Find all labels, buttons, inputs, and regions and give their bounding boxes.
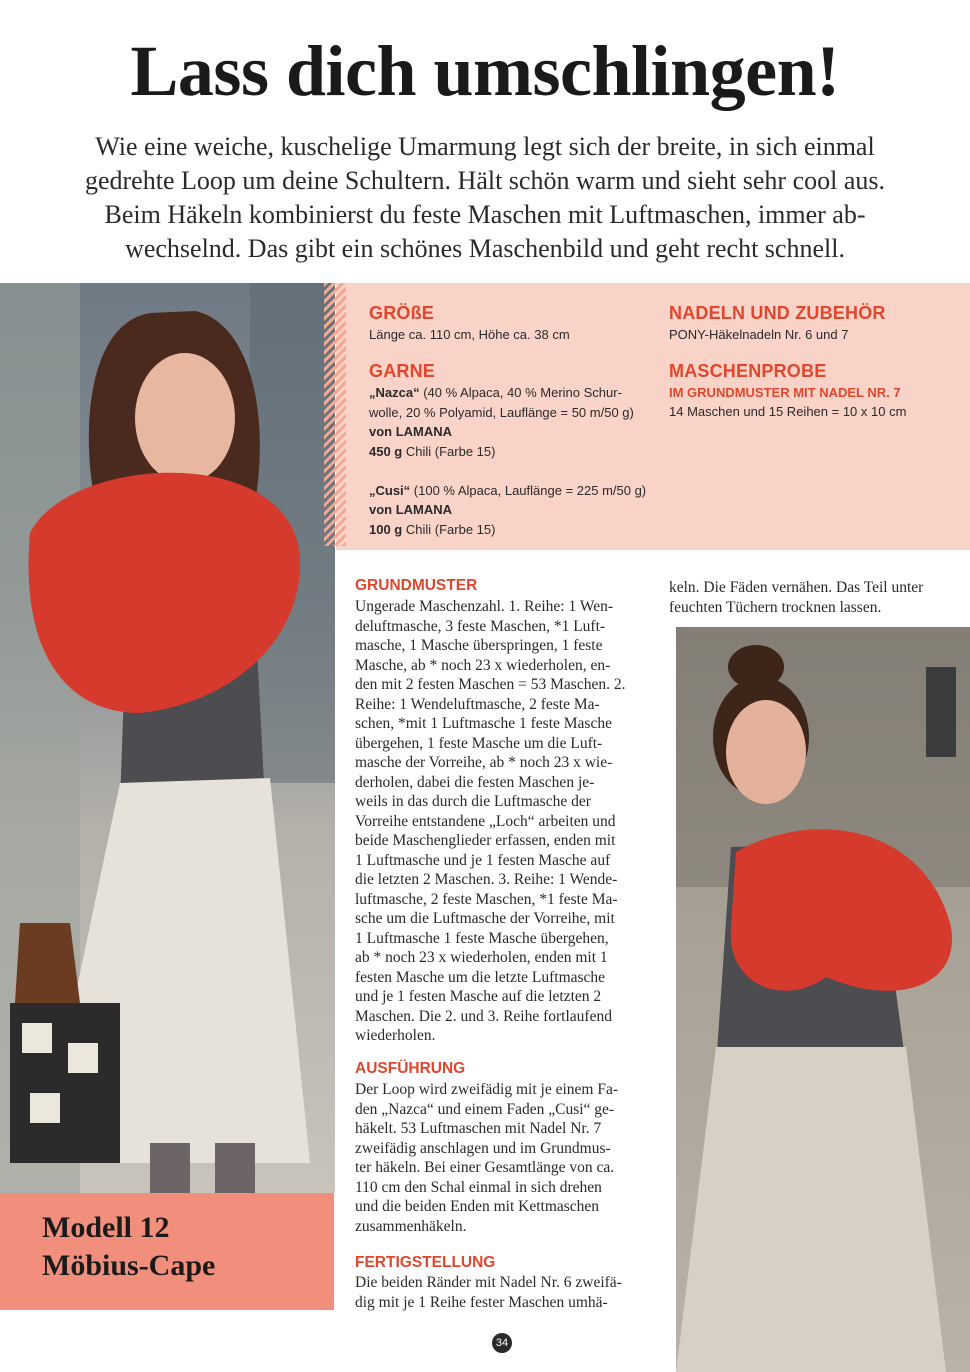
intro-text [40, 130, 930, 266]
text-line: luftmasche, 2 feste Maschen, *1 feste Ma- [355, 890, 618, 908]
text-line: keln. Die Fäden vernähen. Das Teil unter [669, 579, 924, 596]
text-line: derholen, dabei die festen Maschen je- [355, 773, 595, 791]
heading-grundmuster: GRUNDMUSTER [355, 577, 478, 594]
text-line: zusammenhäkeln. [355, 1217, 467, 1235]
model-photo-right [676, 627, 970, 1372]
yarn2-amount: 100 g [369, 521, 403, 537]
photo-illustration-left [0, 283, 335, 1193]
yarn2-composition: (100 % Alpaca, Lauflänge = 225 m/50 g) [410, 482, 647, 498]
model-label-box [0, 1193, 334, 1310]
ausfuehrung-text [355, 1080, 651, 1236]
intro-line: Beim Häkeln kombinierst du feste Maschen mit Luftmaschen, immer ab- [104, 200, 866, 229]
text-line: 110 cm den Schal einmal in sich drehen [355, 1178, 602, 1196]
yarn1-composition: (40 % Alpaca, 40 % Merino Schur- [419, 385, 622, 400]
fertigstellung-text [355, 1273, 651, 1312]
heading-nadeln: NADELN UND ZUBEHÖR [669, 303, 886, 323]
continuation-text [669, 578, 965, 617]
model-name: Möbius-Cape [42, 1249, 216, 1282]
text-line: festen Masche um die letzte Luftmasche [355, 968, 606, 986]
text-line: die letzten 2 Maschen. 3. Reihe: 1 Wende- [355, 871, 618, 888]
text-line: Der Loop wird zweifädig mit je einem Fa- [355, 1081, 618, 1098]
text-line: Ungerade Maschenzahl. 1. Reihe: 1 Wen- [355, 598, 613, 615]
text-line: übergehen, 1 feste Masche um die Luft- [355, 734, 603, 752]
text-line: schen, *mit 1 Luftmasche 1 feste Masche [355, 715, 612, 732]
text-line: den mit 2 festen Maschen = 53 Maschen. 2. [355, 676, 626, 693]
maschenprobe-subheading: IM GRUNDMUSTER MIT NADEL NR. 7 [669, 385, 901, 400]
heading-groesse: GRÖßE [369, 303, 435, 323]
garne-text [369, 383, 669, 539]
intro-line: Wie eine weiche, kuschelige Umarmung legt sich der breite, in sich einmal [95, 132, 875, 161]
text-line: Vorreihe entstandene „Loch“ arbeiten und [355, 812, 616, 830]
text-line: 1 Luftmasche und je 1 festen Masche auf [355, 851, 611, 869]
text-line: Reihe: 1 Wendeluftmasche, 2 feste Ma- [355, 695, 600, 713]
yarn1-composition-cont: wolle, 20 % Polyamid, Lauflänge = 50 m/50 g) [369, 404, 634, 420]
text-line: häkelt. 53 Luftmaschen mit Nadel Nr. 7 [355, 1120, 602, 1137]
text-line: masche, 1 Masche überspringen, 1 feste [355, 637, 603, 654]
yarn1-amount: 450 g [369, 443, 403, 459]
yarn2-name: „Cusi“ [369, 482, 411, 498]
text-line: Masche, ab * noch 23 x wiederholen, en- [355, 656, 611, 674]
zigzag-border-decoration [324, 283, 346, 546]
heading-maschenprobe: MASCHENPROBE [669, 361, 827, 381]
groesse-text: Länge ca. 110 cm, Höhe ca. 38 cm [369, 327, 570, 342]
heading-fertigstellung: FERTIGSTELLUNG [355, 1254, 496, 1271]
text-line: wiederholen. [355, 1027, 436, 1044]
intro-line: gedrehte Loop um deine Schultern. Hält schön warm und sieht sehr cool aus. [84, 166, 886, 195]
model-number: Modell 12 [42, 1211, 170, 1244]
page-number: 34 [492, 1333, 512, 1353]
text-line: deluftmasche, 3 feste Maschen, *1 Luft- [355, 617, 606, 635]
text-line: den „Nazca“ und einem Faden „Cusi“ ge- [355, 1100, 615, 1118]
maschenprobe-text: 14 Maschen und 15 Reihen = 10 x 10 cm [669, 404, 907, 419]
text-line: dig mit je 1 Reihe fester Maschen umhä- [355, 1293, 608, 1311]
text-line: und je 1 festen Masche auf die letzten 2 [355, 988, 602, 1005]
heading-garne: GARNE [369, 361, 436, 381]
text-line: Maschen. Die 2. und 3. Reihe fortlaufend [355, 1007, 612, 1025]
text-line: 1 Luftmasche 1 feste Masche übergehen, [355, 929, 609, 947]
text-line: Die beiden Ränder mit Nadel Nr. 6 zweifä- [355, 1274, 622, 1291]
text-line: ab * noch 23 x wiederholen, enden mit 1 [355, 949, 608, 966]
yarn1-color: Chili (Farbe 15) [402, 443, 496, 459]
heading-ausfuehrung: AUSFÜHRUNG [355, 1060, 466, 1077]
grundmuster-text [355, 597, 651, 1046]
page-title: Lass dich umschlingen! [130, 31, 840, 111]
photo-illustration-right [676, 627, 970, 1372]
model-photo-left [0, 283, 335, 1193]
text-line: beide Maschenglieder erfassen, enden mit [355, 832, 616, 849]
nadeln-text: PONY-Häkelnadeln Nr. 6 und 7 [669, 327, 849, 342]
yarn2-brand: von LAMANA [369, 502, 453, 517]
text-line: masche der Vorreihe, ab * noch 23 x wie- [355, 754, 613, 771]
text-line: ter häkeln. Bei einer Gesamtlänge von ca. [355, 1159, 615, 1176]
text-line: feuchten Tüchern trocknen lassen. [669, 598, 882, 616]
yarn2-color: Chili (Farbe 15) [402, 521, 496, 537]
text-line: sche um die Luftmasche der Vorreihe, mit [355, 910, 615, 927]
text-line: und die beiden Enden mit Kettmaschen [355, 1198, 600, 1215]
yarn1-brand: von LAMANA [369, 424, 453, 439]
intro-line: wechselnd. Das gibt ein schönes Maschenbild und geht recht schnell. [125, 234, 845, 263]
text-line: weils in das durch die Luftmasche der [355, 793, 591, 810]
yarn1-name: „Nazca“ [369, 385, 420, 400]
text-line: zweifädig anschlagen und im Grundmus- [355, 1139, 611, 1157]
